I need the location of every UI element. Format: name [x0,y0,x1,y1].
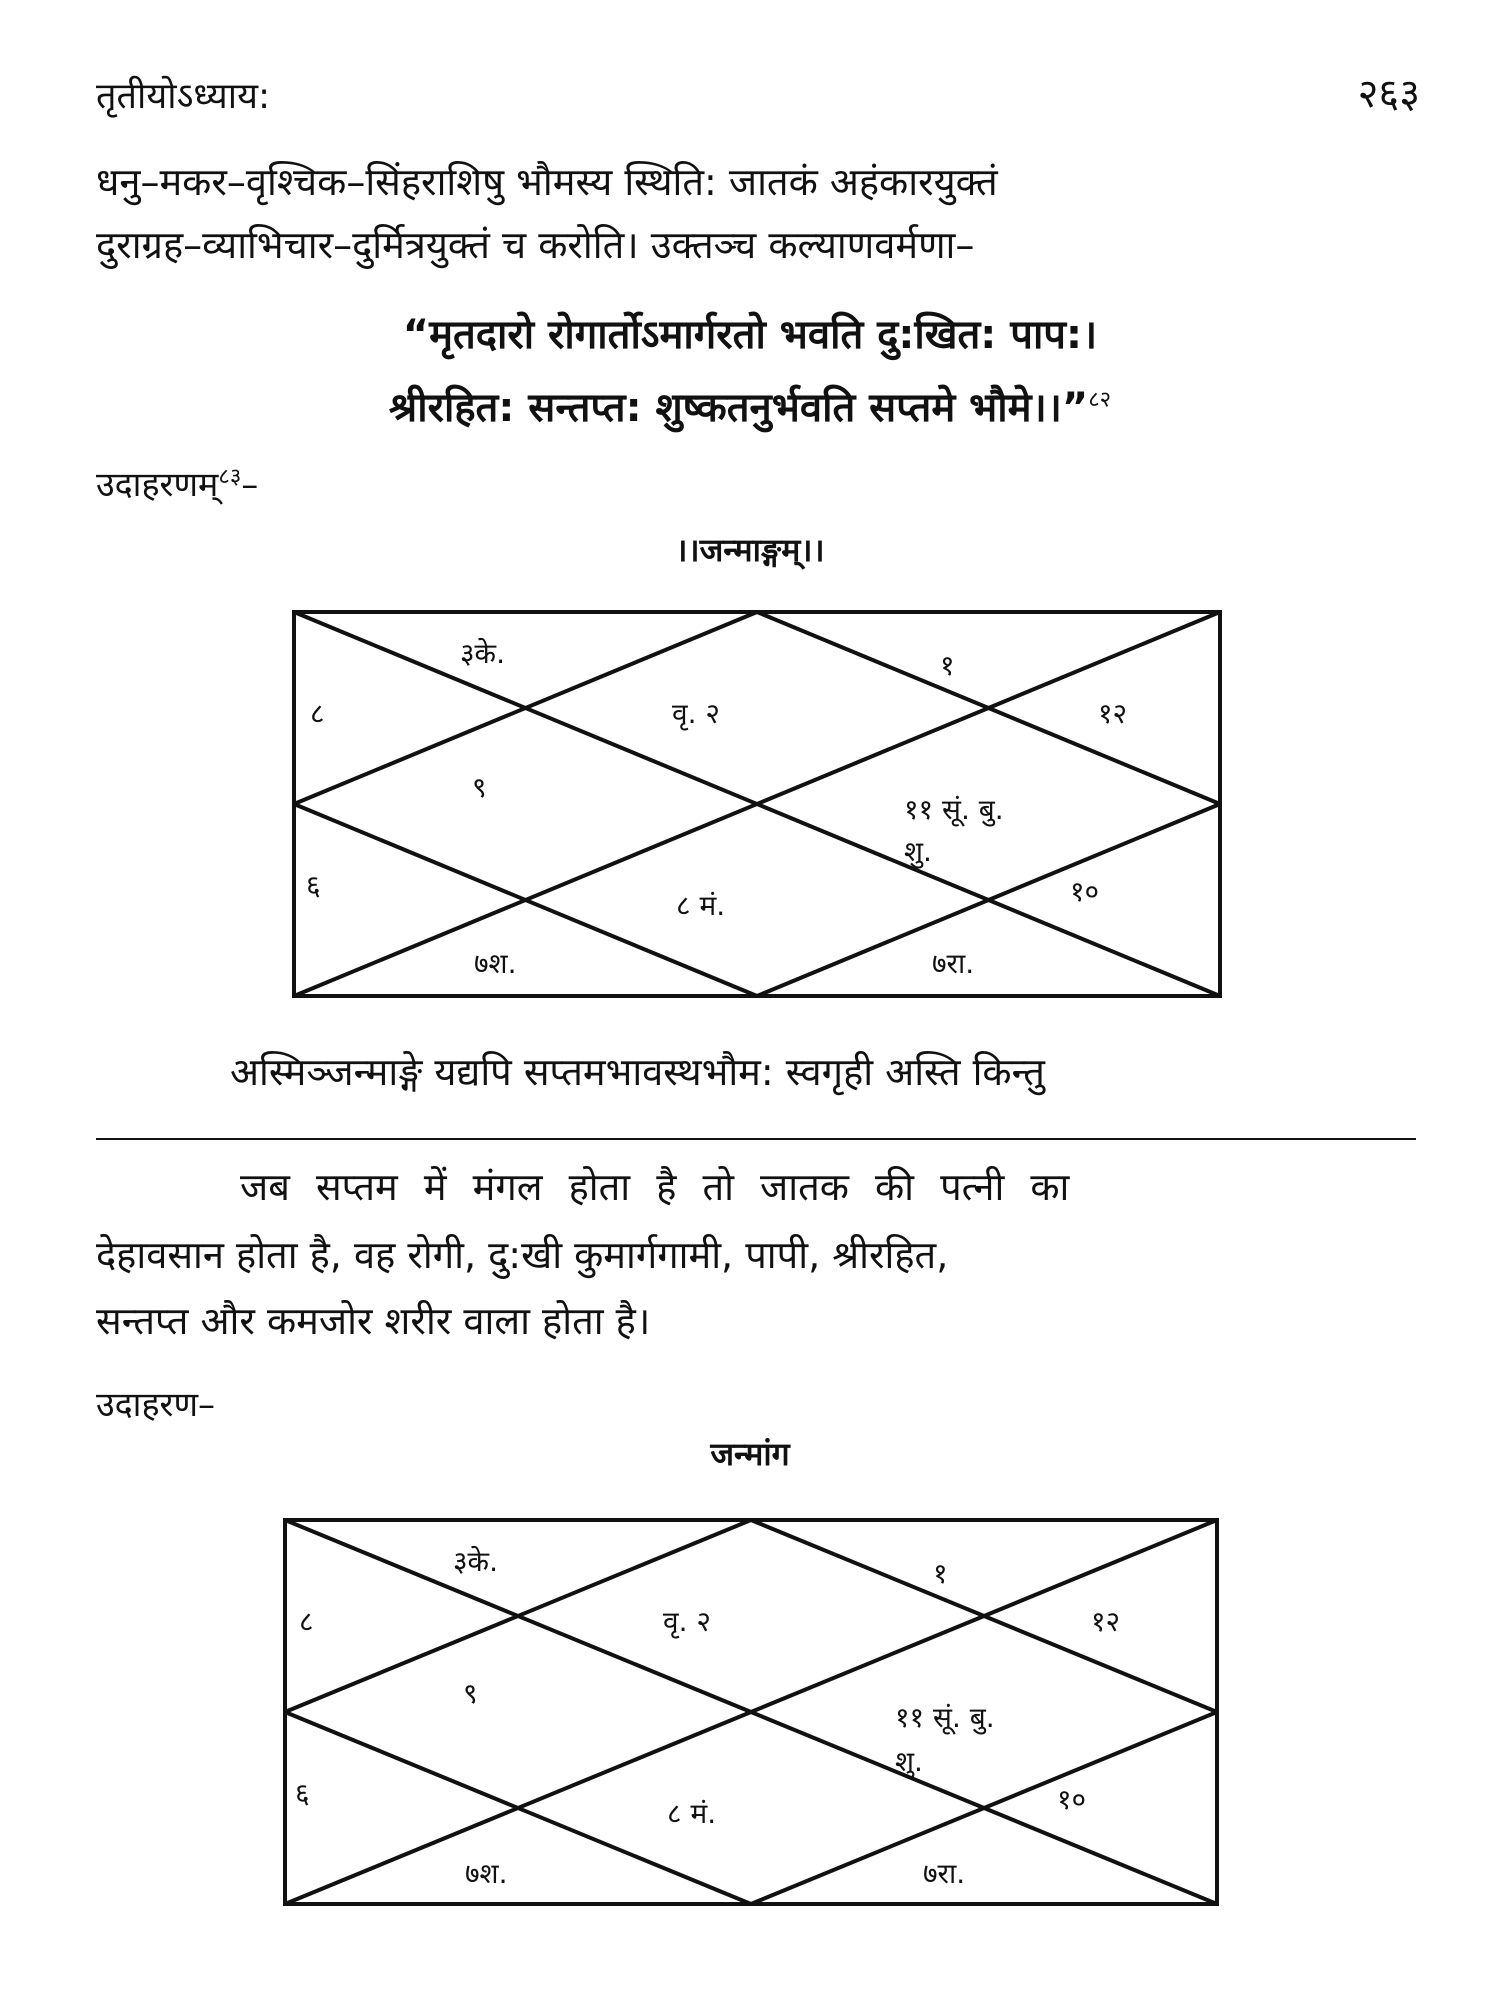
chart-2-house-9: ८ मं. [667,1797,717,1830]
sanskrit-line-1: धनु–मकर–वृश्चिक–सिंहराशिषु भौमस्य स्थिति: जातकं अहंकारयुक्तं [96,160,998,204]
chart-2-house-4: वृ. २ [663,1605,711,1638]
chart-1-house-10: १० [1070,875,1100,908]
chart-2-house-11: ७श. [465,1857,508,1890]
verse-line-2-text: श्रीरहित: सन्तप्त: शुष्कतनुर्भवति सप्तमे भौमे।।” [388,385,1089,431]
chart-2-house-3: ८ [299,1605,314,1638]
hindi-line-3: सन्तप्त और कमजोर शरीर वाला होता है। [96,1299,651,1343]
chart-2-house-1: ३के. [453,1545,498,1578]
example-1-label-text: उदाहरणम् [96,465,219,505]
verse-footnote: ८२ [1088,387,1112,413]
chart-1-house-5: १२ [1098,697,1128,730]
page-number: २६३ [1357,71,1420,117]
divider-rule [96,1138,1416,1140]
sanskrit-continuation: अस्मिञ्जन्माङ्गे यद्यपि सप्तमभावस्थभौम: स्वगृही अस्ति किन्तु [230,1050,1045,1094]
chart-1-house-8: ६ [306,869,321,902]
example-1-label [96,460,258,506]
birth-chart-2-grid [283,1518,1219,1906]
example-2-label: उदाहरण– [96,1385,216,1425]
chart-1-house-12: ७रा. [932,947,975,980]
chart-2-house-8: ६ [295,1777,310,1810]
chart-1-house-3: ८ [310,697,325,730]
running-head: तृतीयोऽध्याय: [96,76,271,117]
chart-1-house-7-extra: शु. [904,835,932,868]
hindi-line-1: जब सप्तम में मंगल होता है तो जातक की पत्नी का [240,1165,1070,1209]
chart-2-house-12: ७रा. [923,1857,966,1890]
chart-2-house-7: ११ सूं. बु. [895,1701,995,1734]
chart-2-house-7-extra: शु. [895,1745,923,1778]
chart-1-house-7: ११ सूं. बु. [904,793,1004,826]
chart-1-house-1: ३के. [460,637,505,670]
chart-2-house-10: १० [1057,1783,1087,1816]
chart-2-house-5: १२ [1091,1605,1121,1638]
verse-line-1: “मृतदारो रोगार्तोऽमार्गरतो भवति दु:खित: पाप:। [402,312,1098,358]
verse-line-2 [0,378,1500,433]
example-1-footnote: ८३ [218,464,242,490]
chart-2-title: जन्मांग [710,1435,790,1473]
chart-2-house-6: ९ [463,1677,478,1710]
birth-chart-2 [283,1518,1219,1906]
chart-1-house-11: ७श. [474,947,517,980]
birth-chart-1 [292,610,1222,998]
sanskrit-line-2: दुराग्रह–व्याभिचार–दुर्मित्रयुक्तं च करोति। उक्तञ्च कल्याणवर्मणा– [96,223,975,267]
example-1-dash: – [241,465,259,505]
chart-1-house-9: ८ मं. [676,889,726,922]
chart-1-house-2: १ [940,649,955,682]
chart-1-title: ।।जन्माङ्गम्।। [675,531,825,569]
chart-2-house-2: १ [933,1557,948,1590]
chart-1-house-6: ९ [472,771,487,804]
hindi-line-2: देहावसान होता है, वह रोगी, दु:खी कुमार्गगामी, पापी, श्रीरहित, [96,1233,949,1277]
birth-chart-1-grid [292,610,1222,998]
chart-1-house-4: वृ. २ [672,697,720,730]
